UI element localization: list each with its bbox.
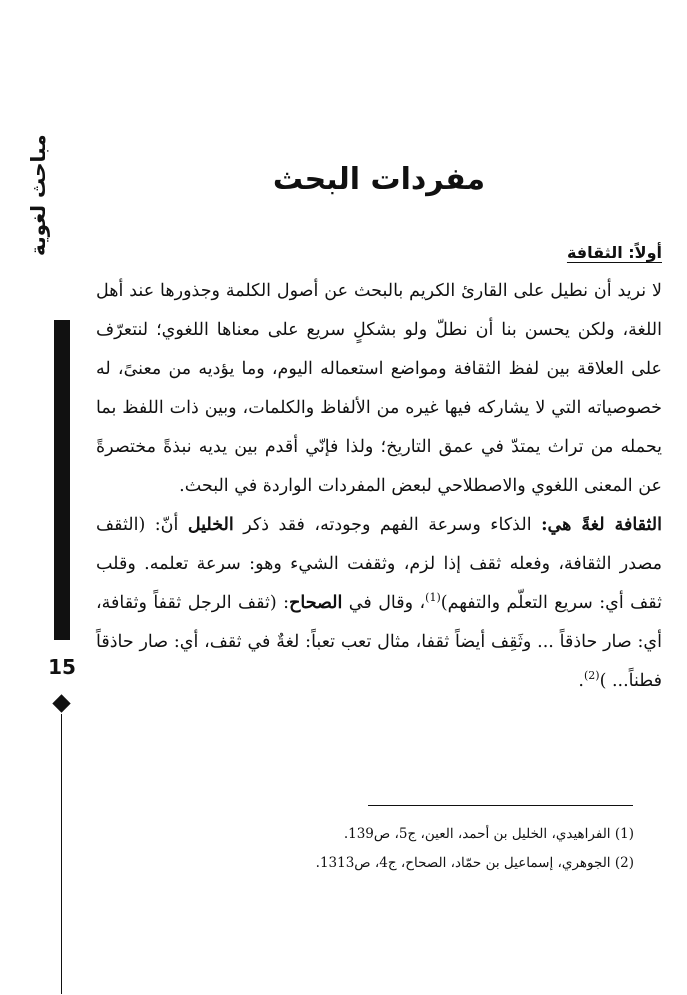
intro-paragraph: لا نريد أن نطيل على القارئ الكريم بالبحث عن أصول الكلمة وجذورها عند أهل اللغة، ولكن يحسن بنا أن نطلّ ولو بشكلٍ سريع على معناها اللغوي؛ لنتعرّف على العلاقة بين لفظ الثقافة ومواضع استعماله اليوم، وما يؤديه من معنىً، له خصوصياته التي لا يشاركه فيها غيره من الألفاظ والكلمات، وبين ذات اللفظ بما يحمله من تراث يمتدّ في عمق التاريخ؛ ولذا فإنّي أقدم بين يديه نبذةً مختصرةً عن المعنى اللغوي والاصطلاحي لبعض المفردات الواردة في البحث. (96, 281, 662, 496)
running-head: مباحث لغوية (26, 134, 50, 256)
diamond-ornament (52, 694, 70, 712)
definition-text-a: الذكاء وسرعة الفهم وجودته، فقد ذكر (233, 515, 542, 535)
footnote-ref-2[interactable]: (2) (583, 669, 600, 683)
page-margin (0, 0, 80, 995)
page-title: مفردات البحث (272, 162, 486, 197)
footnote-ref-1[interactable]: (1) (425, 591, 441, 605)
definition-end: . (578, 671, 584, 691)
sihah-name: الصحاح (289, 593, 343, 613)
section-heading: أولاً: الثقافة (566, 243, 662, 262)
footnote-1: (1) الفراهيدي، الخليل بن أحمد، العين، ج5، ص139. (343, 826, 634, 842)
footnote-2: (2) الجوهري، إسماعيل بن حمّاد، الصحاح، ج4، ص1313. (315, 855, 634, 871)
page-number: 15 (48, 655, 76, 679)
margin-rule (61, 714, 62, 994)
khalil-name: الخليل (187, 515, 234, 535)
definition-text-c: ، وقال في (342, 593, 426, 613)
definition-text-b: أنّ: (الثقف مصدر الثقافة، وفعله ثقف إذا لزم، وثقفت الشيء وهو: سرعة تعلمه. وقلب ثقف أي: سريع التعلّم والتفهم) (96, 515, 662, 613)
definition-paragraph (96, 506, 662, 701)
footnote-divider (368, 805, 633, 806)
definition-text-d: : (ثقف الرجل ثقفاً وثقافة، أي: صار حاذقاً ... وثَقِف أيضاً ثقفا، مثال تعب تعباً: لغةٌ في ثقف، أي: صار حاذقاً فطناً... ) (96, 593, 662, 691)
margin-bar (54, 320, 70, 640)
page-body (96, 150, 662, 701)
definition-lead: الثقافة لغةً هي: (541, 515, 662, 535)
footnotes (250, 820, 634, 878)
